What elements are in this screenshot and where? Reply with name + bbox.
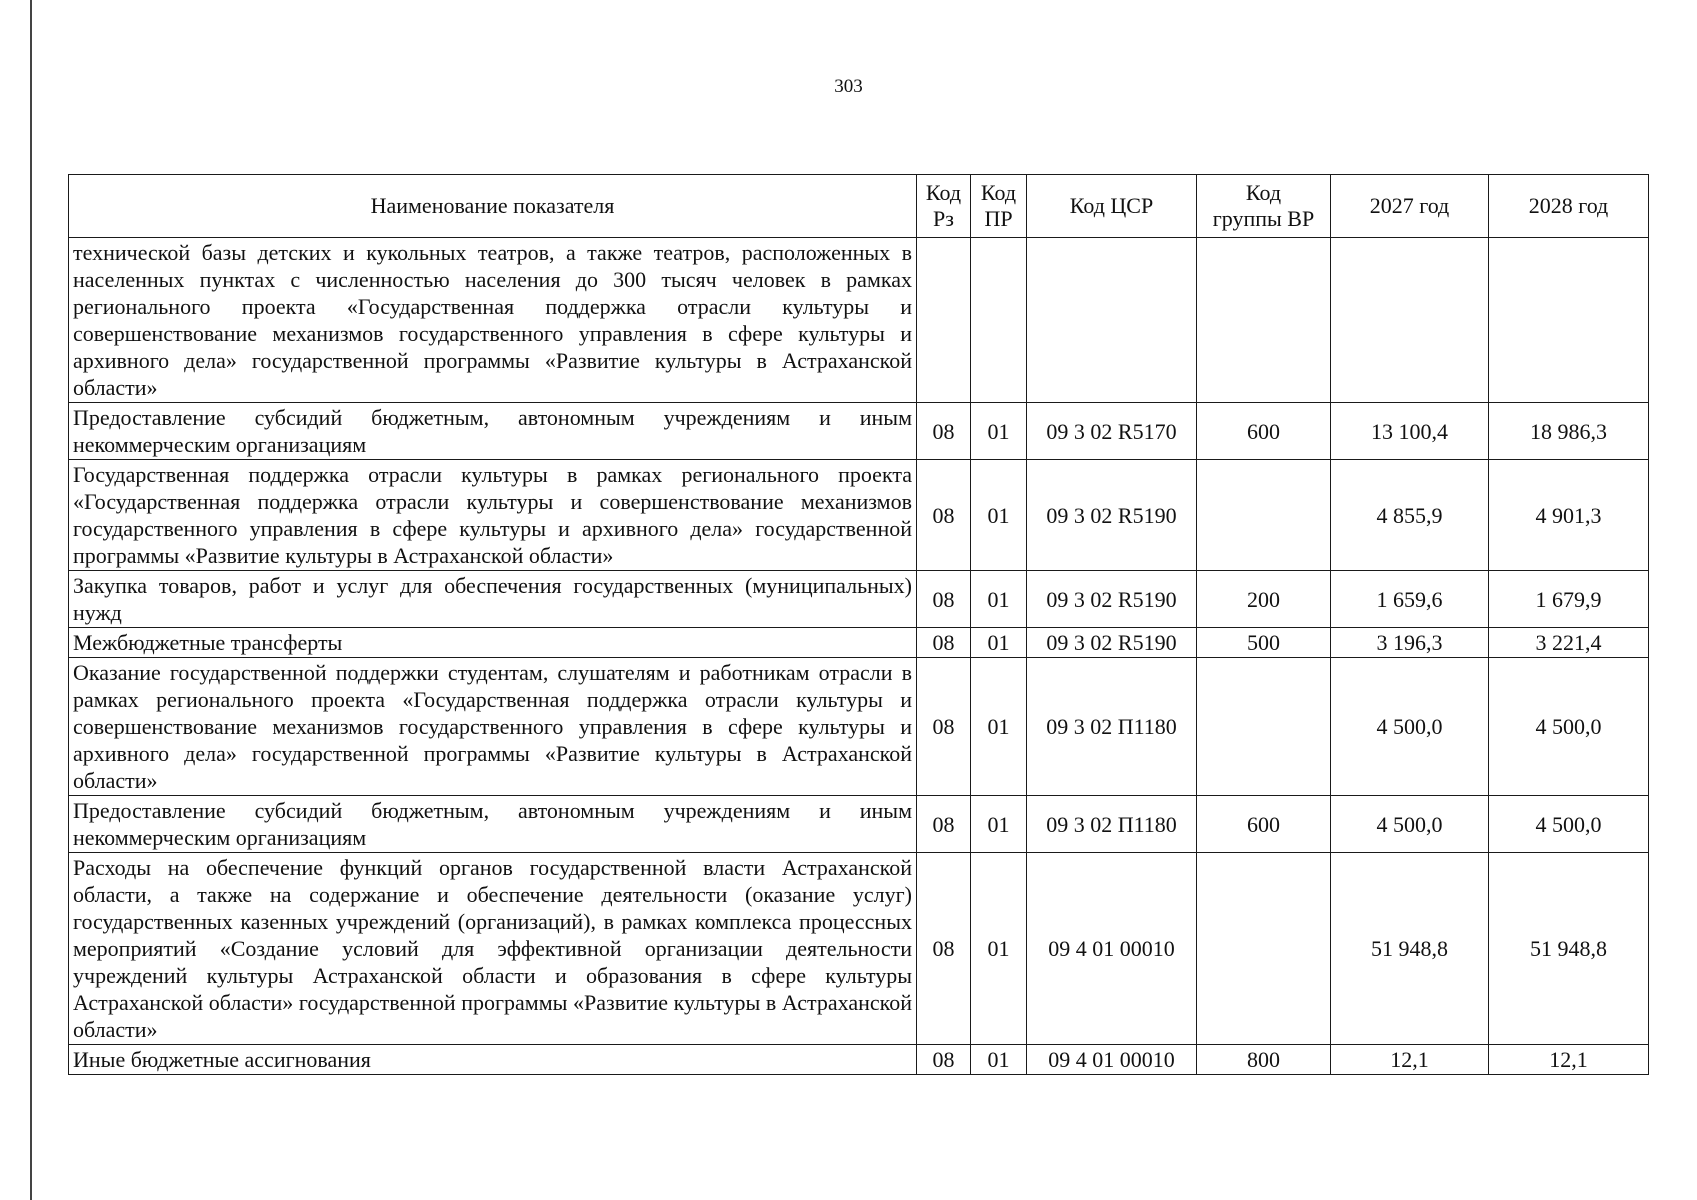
row-pr (971, 238, 1027, 403)
row-name: Предоставление субсидий бюджетным, автономным учреждениям и иным некоммерческим организациям (69, 403, 917, 460)
row-2027 (1331, 238, 1489, 403)
row-name: Иные бюджетные ассигнования (69, 1045, 917, 1075)
header-csr: Код ЦСР (1027, 175, 1197, 238)
row-2027: 3 196,3 (1331, 628, 1489, 658)
row-pr: 01 (971, 1045, 1027, 1075)
row-csr: 09 4 01 00010 (1027, 1045, 1197, 1075)
row-vr (1197, 460, 1331, 571)
row-csr: 09 3 02 П1180 (1027, 658, 1197, 796)
header-rz-line1: Код (925, 180, 962, 205)
page-binding-line (30, 0, 32, 1200)
row-pr: 01 (971, 571, 1027, 628)
row-rz: 08 (917, 796, 971, 853)
row-pr: 01 (971, 628, 1027, 658)
row-rz: 08 (917, 1045, 971, 1075)
row-vr (1197, 658, 1331, 796)
row-2028: 1 679,9 (1489, 571, 1649, 628)
header-vr (1197, 175, 1331, 238)
row-2028: 4 500,0 (1489, 796, 1649, 853)
row-2028 (1489, 238, 1649, 403)
row-vr: 600 (1197, 403, 1331, 460)
table-row (69, 796, 1649, 853)
table-row (69, 658, 1649, 796)
row-2028: 51 948,8 (1489, 853, 1649, 1045)
table-row (69, 628, 1649, 658)
table-row (69, 571, 1649, 628)
header-pr-line1: Код (980, 180, 1017, 205)
header-pr (971, 175, 1027, 238)
page-number: 303 (834, 76, 863, 97)
row-rz (917, 238, 971, 403)
row-rz: 08 (917, 571, 971, 628)
row-name: Оказание государственной поддержки студентам, слушателям и работникам отрасли в рамках регионального проекта «Государственная поддержка отрасли культуры и совершенствование механизмов государственного управления в сфере культуры и архивного дела» государственной программы «Развитие культуры в Астраханской области» (69, 658, 917, 796)
row-name: Государственная поддержка отрасли культуры в рамках регионального проекта «Государственная поддержка отрасли культуры и совершенствование механизмов государственного управления в сфере культуры и архивного дела» государственной программы «Развитие культуры в Астраханской области» (69, 460, 917, 571)
row-rz: 08 (917, 628, 971, 658)
table-row (69, 238, 1649, 403)
row-2028: 3 221,4 (1489, 628, 1649, 658)
header-pr-line2: ПР (984, 206, 1013, 231)
row-2027: 4 855,9 (1331, 460, 1489, 571)
table-row (69, 853, 1649, 1045)
row-2028: 18 986,3 (1489, 403, 1649, 460)
row-name: Межбюджетные трансферты (69, 628, 917, 658)
header-name: Наименование показателя (69, 175, 917, 238)
row-pr: 01 (971, 853, 1027, 1045)
row-name: Предоставление субсидий бюджетным, автономным учреждениям и иным некоммерческим организациям (69, 796, 917, 853)
row-2027: 4 500,0 (1331, 658, 1489, 796)
row-vr (1197, 238, 1331, 403)
row-pr: 01 (971, 460, 1027, 571)
row-rz: 08 (917, 853, 971, 1045)
row-csr: 09 3 02 R5190 (1027, 460, 1197, 571)
row-csr: 09 4 01 00010 (1027, 853, 1197, 1045)
row-2027: 4 500,0 (1331, 796, 1489, 853)
budget-table (68, 174, 1649, 1075)
header-2027: 2027 год (1331, 175, 1489, 238)
header-vr-line2: группы ВР (1212, 206, 1315, 231)
row-name: Расходы на обеспечение функций органов государственной власти Астраханской области, а также на содержание и обеспечение деятельности (оказание услуг) государственных казенных учреждений (организаций), в рамках комплекса процессных мероприятий «Создание условий для эффективной организации деятельности учреждений культуры Астраханской области и образования в сфере культуры Астраханской области» государственной программы «Развитие культуры в Астраханской области» (69, 853, 917, 1045)
table-row (69, 403, 1649, 460)
row-csr: 09 3 02 R5190 (1027, 571, 1197, 628)
row-name: технической базы детских и кукольных театров, а также театров, расположенных в населенных пунктах с численностью населения до 300 тысяч человек в рамках регионального проекта «Государственная поддержка отрасли культуры и совершенствование механизмов государственного управления в сфере культуры и архивного дела» государственной программы «Развитие культуры в Астраханской области» (69, 238, 917, 403)
row-vr: 600 (1197, 796, 1331, 853)
table-row (69, 1045, 1649, 1075)
header-rz-line2: Рз (933, 206, 954, 231)
row-2028: 12,1 (1489, 1045, 1649, 1075)
row-2028: 4 901,3 (1489, 460, 1649, 571)
header-rz (917, 175, 971, 238)
row-vr (1197, 853, 1331, 1045)
row-2028: 4 500,0 (1489, 658, 1649, 796)
row-2027: 1 659,6 (1331, 571, 1489, 628)
row-csr: 09 3 02 П1180 (1027, 796, 1197, 853)
row-2027: 12,1 (1331, 1045, 1489, 1075)
row-2027: 51 948,8 (1331, 853, 1489, 1045)
row-rz: 08 (917, 403, 971, 460)
row-rz: 08 (917, 658, 971, 796)
row-csr: 09 3 02 R5190 (1027, 628, 1197, 658)
header-2028: 2028 год (1489, 175, 1649, 238)
row-vr: 200 (1197, 571, 1331, 628)
header-vr-line1: Код (1245, 180, 1282, 205)
row-rz: 08 (917, 460, 971, 571)
row-pr: 01 (971, 403, 1027, 460)
row-vr: 800 (1197, 1045, 1331, 1075)
row-2027: 13 100,4 (1331, 403, 1489, 460)
row-csr: 09 3 02 R5170 (1027, 403, 1197, 460)
row-pr: 01 (971, 658, 1027, 796)
table-header-row (69, 175, 1649, 238)
row-vr: 500 (1197, 628, 1331, 658)
table-row (69, 460, 1649, 571)
row-csr (1027, 238, 1197, 403)
row-name: Закупка товаров, работ и услуг для обеспечения государственных (муниципальных) нужд (69, 571, 917, 628)
row-pr: 01 (971, 796, 1027, 853)
